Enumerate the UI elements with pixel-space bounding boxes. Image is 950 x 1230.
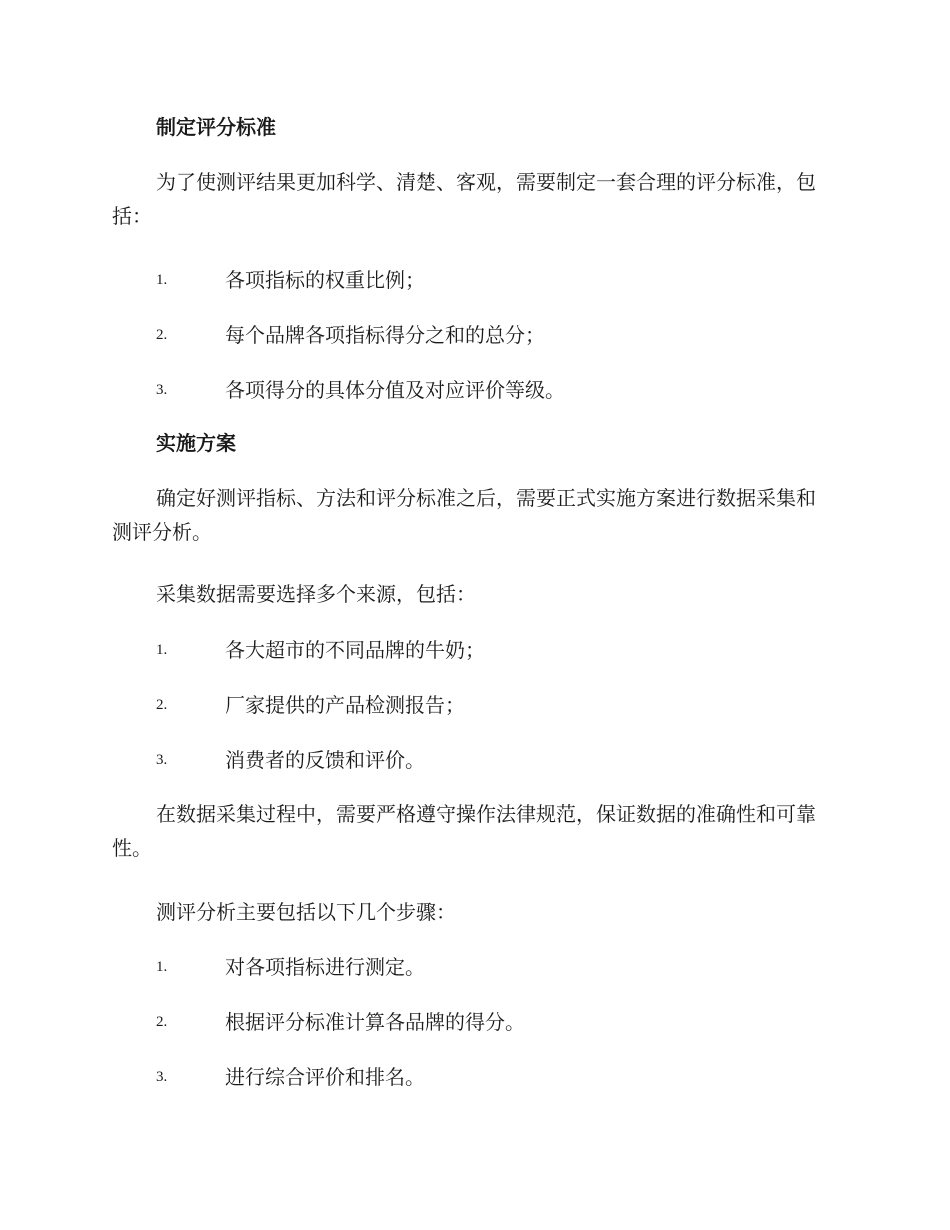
list-item-number: 3. xyxy=(156,752,168,768)
list-item-text: 对各项指标进行测定。 xyxy=(225,955,425,979)
paragraph-implementation-intro: 确定好测评指标、方法和评分标准之后，需要正式实施方案进行数据采集和测评分析。 xyxy=(112,486,816,544)
list-item-text: 根据评分标准计算各品牌的得分。 xyxy=(225,1010,525,1034)
list-item-number: 2. xyxy=(156,697,168,713)
paragraph-scoring-intro: 为了使测评结果更加科学、清楚、客观，需要制定一套合理的评分标准，包括： xyxy=(112,170,816,228)
list-item-number: 2. xyxy=(156,1014,168,1030)
paragraph-steps-intro: 测评分析主要包括以下几个步骤： xyxy=(156,900,456,924)
list-item-text: 进行综合评价和排名。 xyxy=(225,1065,425,1089)
list-item-number: 1. xyxy=(156,642,168,658)
list-item-number: 1. xyxy=(156,959,168,975)
list-item-text: 各项得分的具体分值及对应评价等级。 xyxy=(225,378,565,402)
list-item-number: 1. xyxy=(156,272,168,288)
paragraph-sources-intro: 采集数据需要选择多个来源，包括： xyxy=(156,582,476,606)
list-item-text: 各大超市的不同品牌的牛奶； xyxy=(225,638,485,662)
list-item-text: 厂家提供的产品检测报告； xyxy=(225,693,465,717)
list-item-number: 2. xyxy=(156,327,168,343)
list-item-number: 3. xyxy=(156,382,168,398)
section-heading-implementation: 实施方案 xyxy=(156,431,236,455)
list-item-text: 每个品牌各项指标得分之和的总分； xyxy=(225,323,545,347)
section-heading-scoring-standard: 制定评分标准 xyxy=(156,115,276,139)
list-item-text: 各项指标的权重比例； xyxy=(225,268,425,292)
paragraph-collection-note: 在数据采集过程中，需要严格遵守操作法律规范，保证数据的准确性和可靠性。 xyxy=(112,802,816,860)
list-item-number: 3. xyxy=(156,1069,168,1085)
list-item-text: 消费者的反馈和评价。 xyxy=(225,748,425,772)
